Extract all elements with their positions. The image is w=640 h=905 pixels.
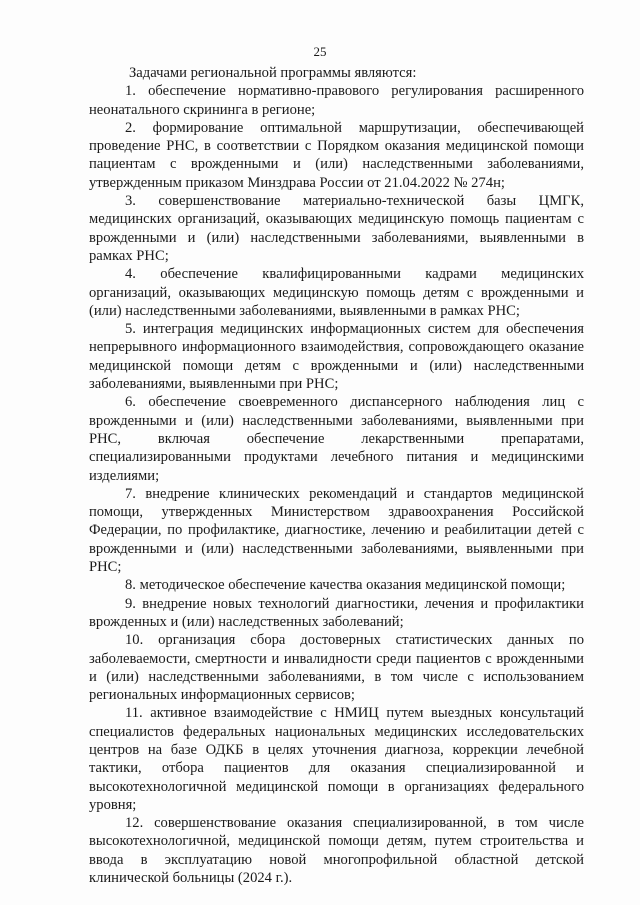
task-item-3: 3. совершенствование материально-технической базы ЦМГК, медицинских организаций, оказывающих медицинскую помощь пациентам с врожденными и (или) наследственными заболеваниями, выявленными в рамках РНС; [89,193,584,264]
task-item-10: 10. организация сбора достоверных статистических данных по заболеваемости, смертности и инвалидности среди пациентов с врожденными и (или) наследственными заболеваниями, в том числе с использованием региональных информационных сервисов; [89,632,584,704]
task-item-7: 7. внедрение клинических рекомендаций и стандартов медицинской помощи, утвержденных Министерством здравоохранения Российской Федерации, по профилактике, диагностике, лечению и реабилитации детей с врожденными и (или) наследственными заболеваниями, выявленными при РНС; [89,485,584,576]
task-item-4: 4. обеспечение квалифицированными кадрами медицинских организаций, оказывающих медицинскую помощь детям с врожденными и (или) наследственными заболеваниями, выявленными в рамках РНС; [89,266,584,319]
task-item-8: 8. методическое обеспечение качества оказания медицинской помощи; [125,577,566,594]
task-item-6: 6. обеспечение своевременного диспансерного наблюдения лиц с врожденными и (или) наследственными заболеваниями, выявленными при РНС, включая обеспечение лекарственными препаратами, специализированными продуктами лечебного питания и медицинскими изделиями; [89,394,584,484]
task-item-2: 2. формирование оптимальной маршрутизации, обеспечивающей проведение РНС, в соответствии с Порядком оказания медицинской помощи пациентам с врожденными и (или) наследственными заболеваниями, утвержденным приказом Минздрава России от 21.04.2022 № 274н; [89,119,584,191]
task-item-11: 11. активное взаимодействие с НМИЦ путем выездных консультаций специалистов федеральных национальных медицинских исследовательских центров на базе ОДКБ в целях уточнения диагноза, коррекции лечебной тактики, отбора пациентов для оказания специализированной и высокотехнологичной медицинской помощи в организациях федерального уровня; [89,705,584,813]
task-item-5: 5. интеграция медицинских информационных систем для обеспечения непрерывного информационного взаимодействия, сопровождающего оказание медицинской помощи детям с врожденными и (или) наследственными заболеваниями, выявленными при РНС; [89,321,584,393]
page-number: 25 [313,44,327,59]
task-item-12: 12. совершенствование оказания специализированной, в том числе высокотехнологичной, медицинской помощи детям, путем строительства и ввода в эксплуатацию новой многопрофильной областной детской клинической больницы (2024 г.). [89,815,584,887]
task-item-1: 1. обеспечение нормативно-правового регулирования расширенного неонатального скрининга в регионе; [89,83,584,118]
document-body [89,64,584,887]
task-item-9: 9. внедрение новых технологий диагностики, лечения и профилактики врожденных и (или) наследственных заболеваний; [89,595,584,630]
tasks-intro: Задачами региональной программы являются: [129,65,417,81]
